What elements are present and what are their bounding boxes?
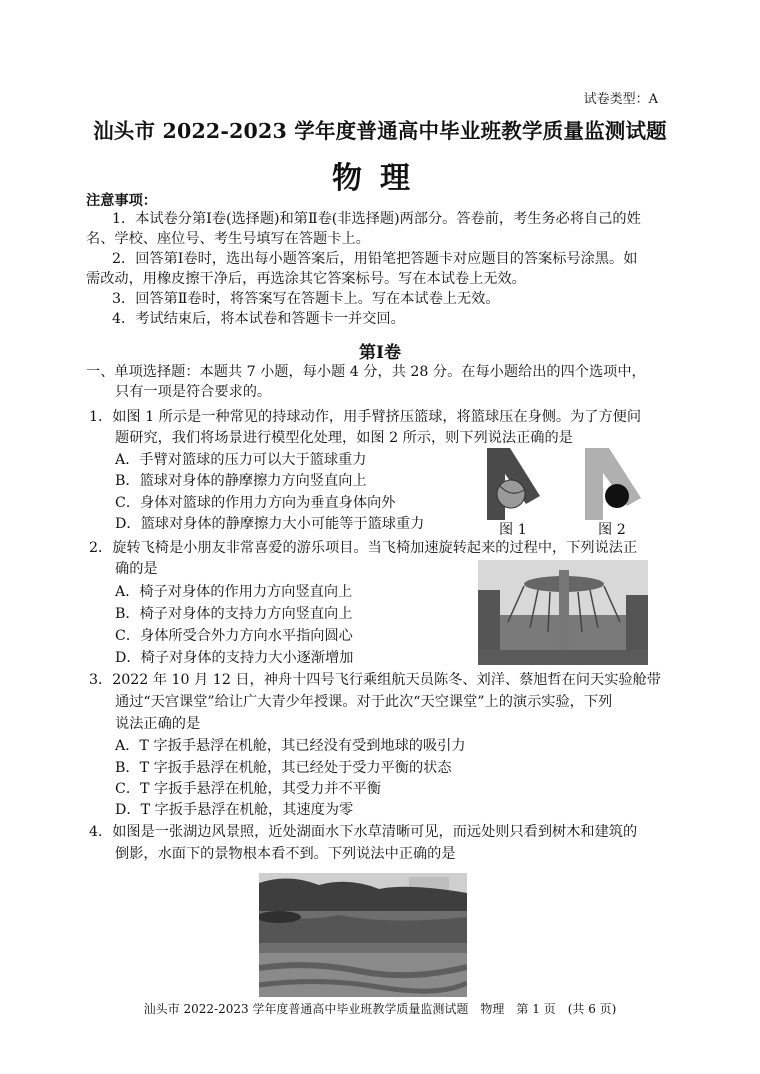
q2-option-a: A．椅子对身体的作用力方向竖直向上 <box>115 584 353 600</box>
section-heading: 一、单项选择题：本题共 7 小题，每小题 4 分，共 28 分。在每小题给出的四个选项中， <box>86 364 646 380</box>
figure-1-arm-ball <box>484 446 544 521</box>
q1-stem-cont: 题研究，我们将场景进行模型化处理，如图 2 所示，则下列说法正确的是 <box>115 430 573 446</box>
note-line: 3．回答第Ⅱ卷时，将答案写在答题卡上。写在本试卷上无效。 <box>112 291 500 307</box>
q1-option-b: B．篮球对身体的静摩擦力方向竖直向上 <box>115 473 367 489</box>
lake-scenery-photo <box>259 873 467 997</box>
q4-stem-cont: 倒影，水面下的景物根本看不到。下列说法中正确的是 <box>115 846 456 862</box>
section-heading-cont: 只有一项是符合要求的。 <box>115 384 272 400</box>
q1-option-c: C．身体对篮球的作用力方向为垂直身体向外 <box>115 495 396 511</box>
q2-option-b: B．椅子对身体的支持力方向竖直向上 <box>115 606 353 622</box>
figure-1-caption: 图 1 <box>499 522 527 538</box>
q2-stem: 2．旋转飞椅是小朋友非常喜爱的游乐项目。当飞椅加速旋转起来的过程中，下列说法正 <box>89 540 638 556</box>
q2-option-c: C．身体所受合外力方向水平指向圆心 <box>115 628 353 644</box>
q2-stem-cont: 确的是 <box>115 561 158 577</box>
note-line: 4．考试结束后，将本试卷和答题卡一并交回。 <box>112 311 405 327</box>
q3-option-a: A．T 字扳手悬浮在机舱，其已经没有受到地球的吸引力 <box>115 738 466 754</box>
q1-option-a: A．手臂对篮球的压力可以大于篮球重力 <box>115 452 367 468</box>
swing-ride-photo <box>478 560 648 665</box>
subject-heading: 物理 <box>332 161 428 196</box>
q3-stem-cont: 说法正确的是 <box>115 716 201 732</box>
q2-option-d: D．椅子对身体的支持力大小逐渐增加 <box>115 650 354 666</box>
note-line: 2．回答第Ⅰ卷时，选出每小题答案后，用铅笔把答题卡对应题目的答案标号涂黑。如 <box>112 251 638 267</box>
notes-heading: 注意事项： <box>86 193 157 209</box>
q3-stem: 3．2022 年 10 月 12 日，神舟十四号飞行乘组航天员陈冬、刘洋、蔡旭哲在问天实验舱带 <box>89 672 661 688</box>
figure-2-caption: 图 2 <box>598 522 626 538</box>
q1-option-d: D．篮球对身体的静摩擦力大小可能等于篮球重力 <box>115 516 425 532</box>
q4-stem: 4．如图是一张湖边风景照，近处湖面水下水草清晰可见，而远处则只看到树木和建筑的 <box>89 824 638 840</box>
page-footer: 汕头市 2022-2023 学年度普通高中毕业班教学质量监测试题 物理 第 1 页 (共 6 页) <box>143 1002 617 1016</box>
q1-stem: 1．如图 1 所示是一种常见的持球动作，用手臂挤压篮球，将篮球压在身侧。为了方便问 <box>89 409 642 425</box>
paper-type: 试卷类型：A <box>583 92 658 107</box>
note-line: 1．本试卷分第Ⅰ卷(选择题)和第Ⅱ卷(非选择题)两部分。答卷前，考生务必将自己的姓 <box>112 211 641 227</box>
q3-option-b: B．T 字扳手悬浮在机舱，其已经处于受力平衡的状态 <box>115 760 452 776</box>
volume-heading: 第Ⅰ卷 <box>359 343 401 363</box>
note-line: 名、学校、座位号、考生号填写在答题卡上。 <box>86 231 370 247</box>
note-line: 需改动，用橡皮擦干净后，再选涂其它答案标号。写在本试卷上无效。 <box>86 271 526 287</box>
q3-option-d: D．T 字扳手悬浮在机舱，其速度为零 <box>115 802 354 818</box>
exam-title: 汕头市 2022-2023 学年度普通高中毕业班教学质量监测试题 <box>93 119 667 143</box>
figure-2-model <box>583 446 643 521</box>
q3-option-c: C．T 字扳手悬浮在机舱，其受力并不平衡 <box>115 781 382 797</box>
q3-stem-cont: 通过“天宫课堂”给让广大青少年授课。对于此次“天空课堂”上的演示实验，下列 <box>115 694 613 710</box>
